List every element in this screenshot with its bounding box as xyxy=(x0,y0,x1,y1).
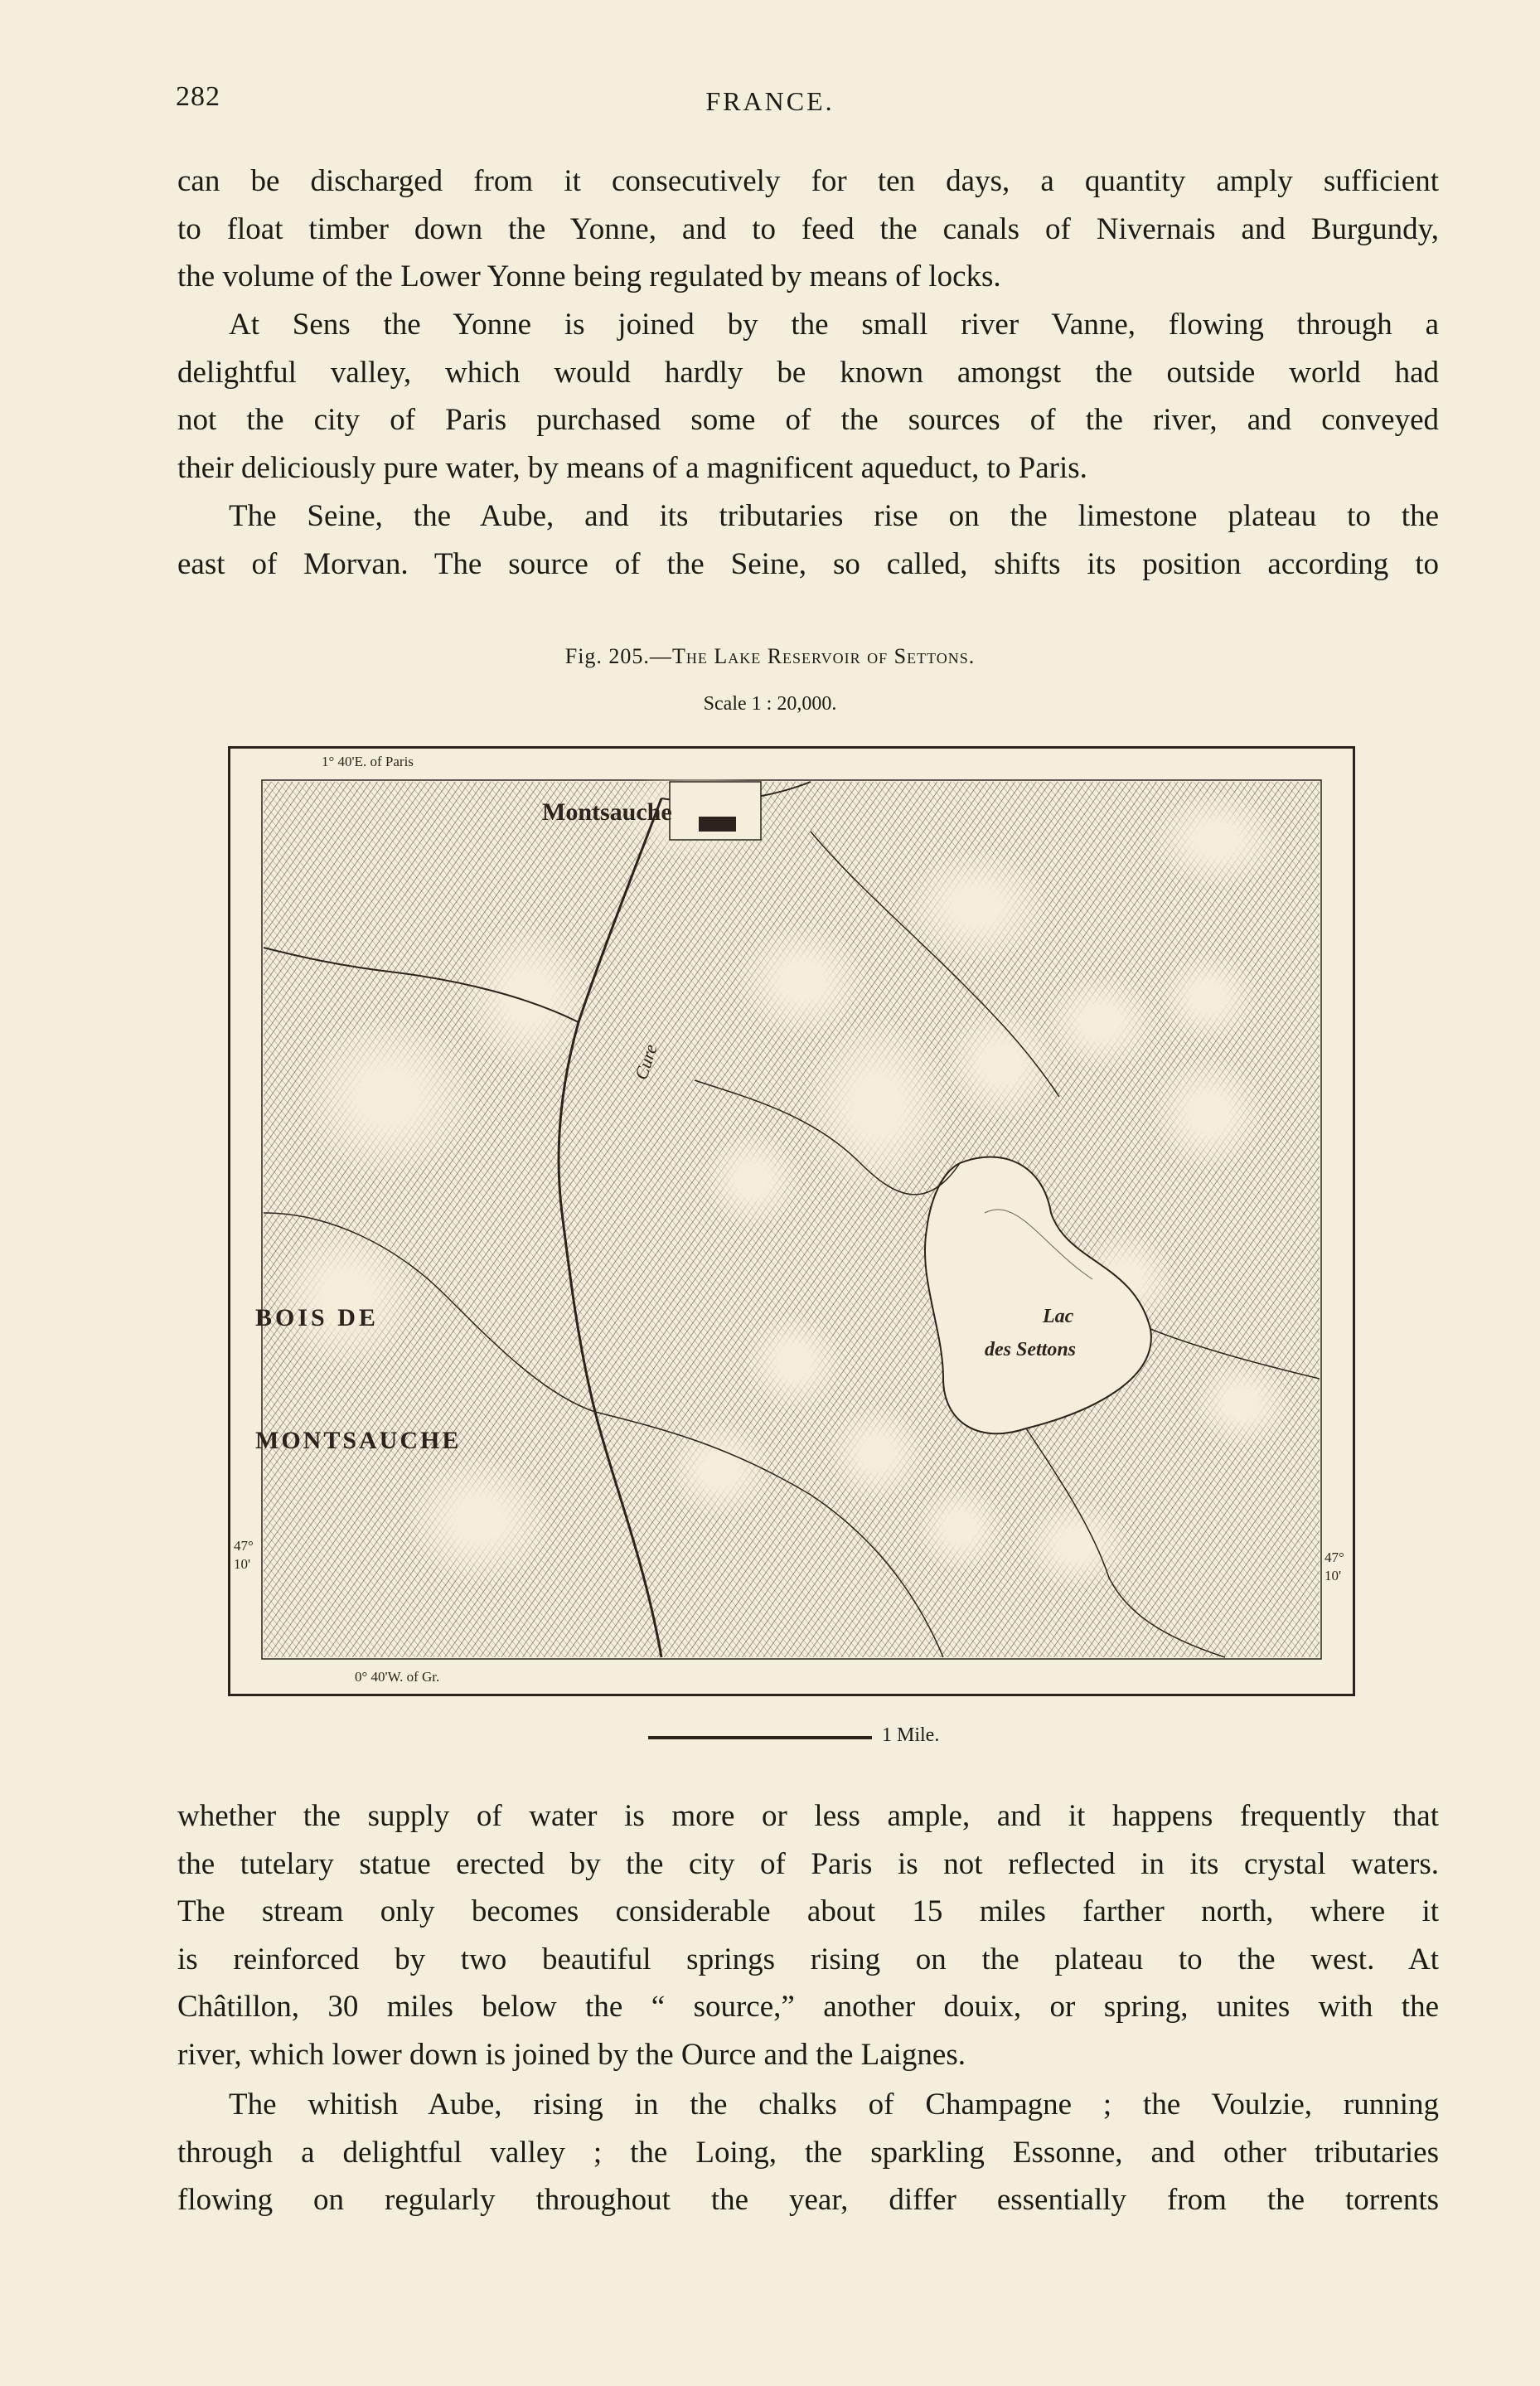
left-latitude-min: 10' xyxy=(234,1556,251,1572)
text-line: Châtillon, 30 miles below the “ source,” another douix, or spring, unites with the xyxy=(177,1990,1439,2024)
text-line: the volume of the Lower Yonne being regulated by means of locks. xyxy=(177,259,1001,293)
text-line: whether the supply of water is more or less ample, and it happens frequently that xyxy=(177,1799,1439,1833)
river-label: Cure xyxy=(630,1041,661,1083)
text-line: is reinforced by two beautiful springs rising on the plateau to the west. At xyxy=(177,1942,1439,1976)
town-label: Montsauche xyxy=(542,798,672,826)
figure-number: Fig. 205.— xyxy=(564,644,672,668)
map-figure xyxy=(228,746,1355,1696)
lake-label-1: Lac xyxy=(1043,1306,1074,1327)
text-line: delightful valley, which would hardly be known amongst the outside world had xyxy=(177,355,1439,390)
text-line: river, which lower down is joined by the Ource and the Laignes. xyxy=(177,2037,966,2072)
text-line: flowing on regularly throughout the year, differ essentially from the torrents xyxy=(177,2183,1439,2217)
paragraph-1 xyxy=(177,158,1439,301)
figure-title: The Lake Reservoir of Settons. xyxy=(671,644,976,668)
text-line: can be discharged from it consecutively for ten days, a quantity amply sufficient xyxy=(177,164,1439,198)
scale-bar xyxy=(648,1736,872,1739)
text-line: The Seine, the Aube, and its tributaries rise on the limestone plateau to the xyxy=(229,499,1439,533)
text-line: At Sens the Yonne is joined by the small river Vanne, flowing through a xyxy=(229,308,1439,342)
text-line: through a delightful valley ; the Loing, the sparkling Essonne, and other tributaries xyxy=(177,2135,1439,2170)
map-drawing xyxy=(230,749,1353,1694)
text-line: The whitish Aube, rising in the chalks of Champagne ; the Voulzie, running xyxy=(229,2088,1439,2122)
paragraph-5 xyxy=(177,2081,1439,2224)
text-line: not the city of Paris purchased some of the sources of the river, and conveyed xyxy=(177,403,1439,437)
left-latitude-deg: 47° xyxy=(234,1538,254,1554)
paragraph-2 xyxy=(177,301,1439,492)
text-line: their deliciously pure water, by means of a magnificent aqueduct, to Paris. xyxy=(177,450,1087,485)
right-latitude-min: 10' xyxy=(1324,1568,1342,1583)
running-head: FRANCE. xyxy=(705,86,835,116)
paragraph-4 xyxy=(177,1792,1439,2078)
right-latitude-deg: 47° xyxy=(1324,1549,1344,1565)
forest-label-2: MONTSAUCHE xyxy=(255,1427,462,1454)
lake-label-2: des Settons xyxy=(985,1339,1077,1360)
bottom-longitude-label: 0° 40'W. of Gr. xyxy=(355,1669,440,1685)
top-longitude-label: 1° 40'E. of Paris xyxy=(322,754,414,769)
text-line: the tutelary statue erected by the city of Paris is not reflected in its crystal waters. xyxy=(177,1846,1439,1881)
paragraph-3 xyxy=(177,492,1439,588)
figure-scale: Scale 1 : 20,000. xyxy=(703,693,837,715)
figure-caption xyxy=(0,644,1540,669)
scale-bar-label: 1 Mile. xyxy=(882,1724,940,1746)
text-line: to float timber down the Yonne, and to feed the canals of Nivernais and Burgundy, xyxy=(177,211,1439,246)
page-number: 282 xyxy=(176,81,220,112)
text-line: The stream only becomes considerable about 15 miles farther north, where it xyxy=(177,1894,1439,1928)
forest-label-1: BOIS DE xyxy=(255,1304,379,1331)
text-line: east of Morvan. The source of the Seine, so called, shifts its position according to xyxy=(177,546,1439,581)
